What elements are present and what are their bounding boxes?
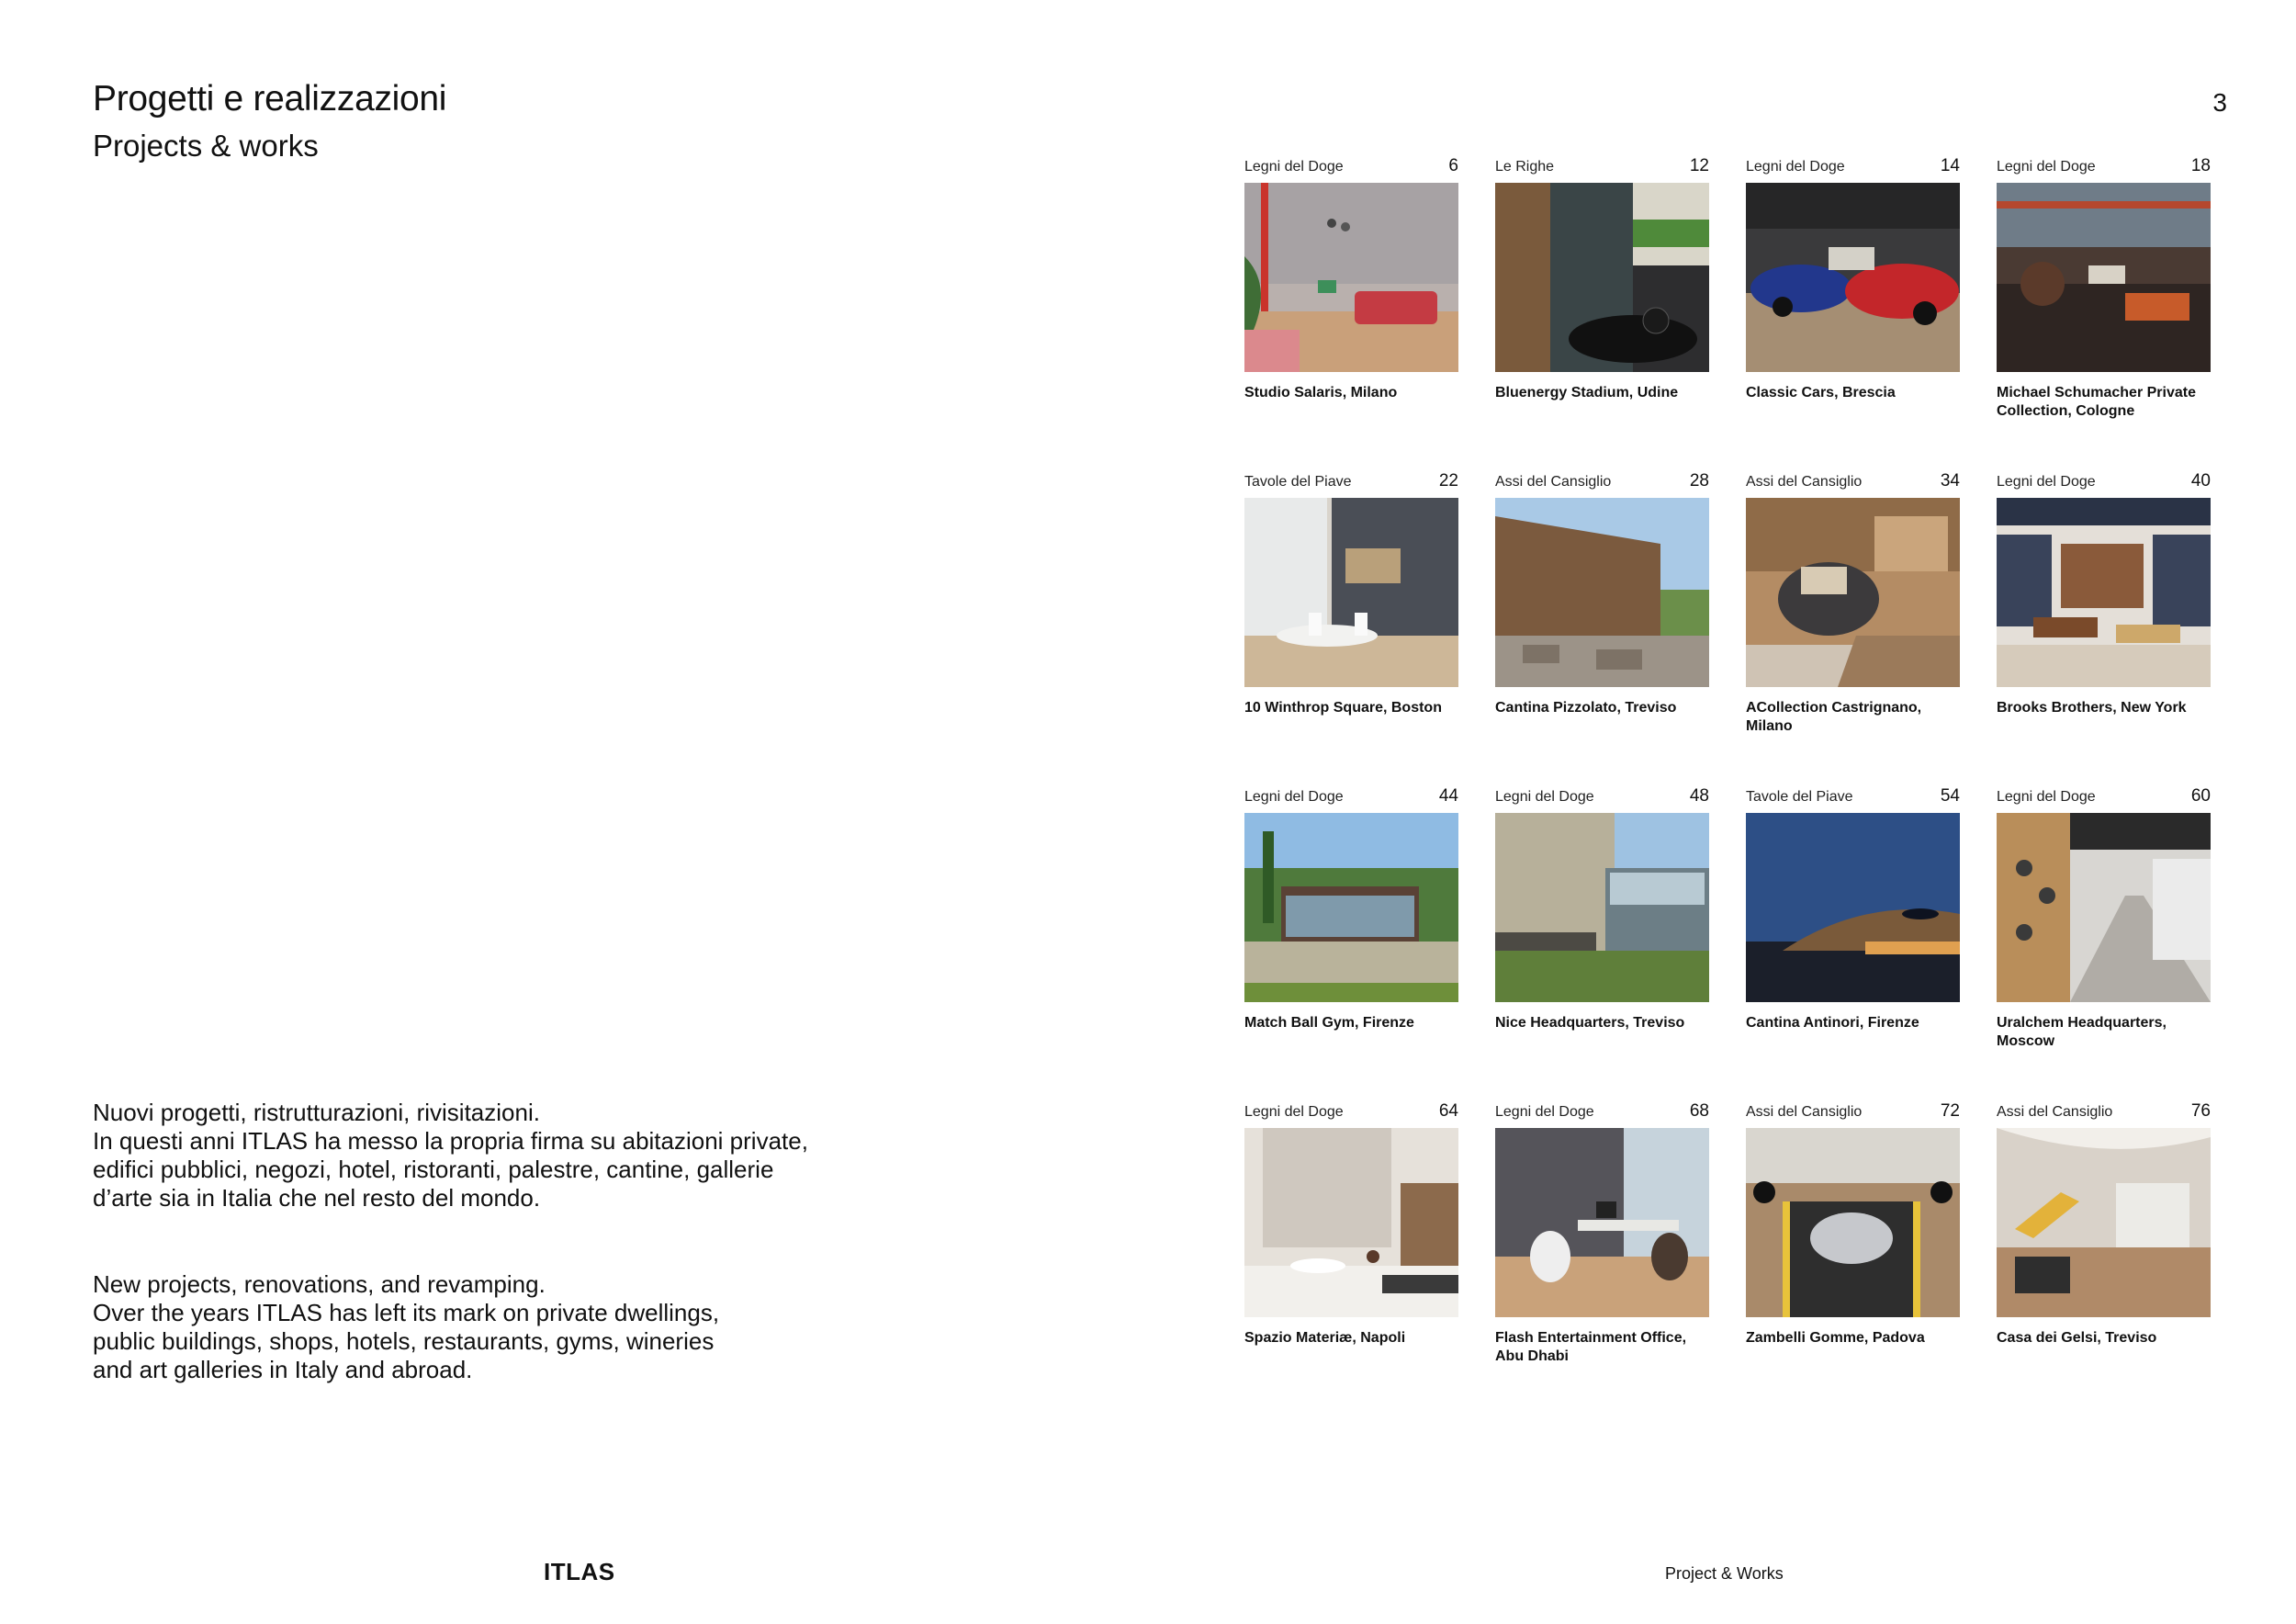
retail-store-photo[interactable] (1997, 498, 2211, 687)
project-page-number: 64 (1438, 1101, 1458, 1121)
intro-italian: Nuovi progetti, ristrutturazioni, rivisitazioni. In questi anni ITLAS ha messo la propria firma su abitazioni private, edifici pubblici, negozi, hotel, ristoranti, palestre, cantine, gallerie d’arte sia in Italia che nel resto del mondo. (93, 1099, 808, 1212)
intro-text (93, 1099, 901, 1442)
project-page-number: 6 (1448, 156, 1458, 175)
project-brand: Assi del Cansiglio (1746, 1104, 1863, 1120)
project-card[interactable] (1244, 156, 1458, 402)
project-brand: Legni del Doge (1495, 789, 1594, 805)
project-brand: Legni del Doge (1495, 1104, 1594, 1120)
page-subtitle: Projects & works (93, 129, 319, 163)
project-card[interactable] (1244, 471, 1458, 717)
kitchen-showroom-photo[interactable] (1244, 1128, 1458, 1317)
project-page-number: 22 (1438, 471, 1458, 491)
footer-section-label: Project & Works (1665, 1564, 1784, 1583)
project-caption: Michael Schumacher Private Collection, Cologne (1997, 385, 2196, 419)
project-card[interactable] (1997, 1101, 2211, 1348)
project-caption: Match Ball Gym, Firenze (1244, 1015, 1414, 1031)
project-card[interactable] (1997, 786, 2211, 1051)
modern-interior-photo[interactable] (1997, 1128, 2211, 1317)
project-caption: Bluenergy Stadium, Udine (1495, 385, 1679, 400)
armchair-showroom-photo[interactable] (1746, 498, 1960, 687)
project-caption: Casa dei Gelsi, Treviso (1997, 1330, 2157, 1346)
project-page-number: 68 (1689, 1101, 1709, 1121)
project-card[interactable] (1997, 471, 2211, 717)
project-brand: Legni del Doge (1244, 789, 1344, 805)
project-brand: Legni del Doge (1997, 159, 2096, 175)
project-card[interactable] (1244, 786, 1458, 1032)
itlas-logo: ITLAS (544, 1558, 615, 1585)
classic-cars-showroom-photo[interactable] (1746, 183, 1960, 372)
project-brand: Legni del Doge (1997, 474, 2096, 490)
project-caption: Brooks Brothers, New York (1997, 700, 2187, 716)
project-page-number: 60 (2190, 786, 2211, 806)
project-caption: ACollection Castrignano, Milano (1746, 700, 1922, 734)
project-card[interactable] (1997, 156, 2211, 421)
project-page-number: 48 (1689, 786, 1709, 806)
project-caption: Classic Cars, Brescia (1746, 385, 1896, 400)
office-building-photo[interactable] (1495, 813, 1709, 1002)
project-brand: Legni del Doge (1244, 1104, 1344, 1120)
office-corridor-photo[interactable] (1997, 813, 2211, 1002)
project-caption: Uralchem Headquarters, Moscow (1997, 1015, 2167, 1049)
project-card[interactable] (1495, 786, 1709, 1032)
project-caption: Flash Entertainment Office, Abu Dhabi (1495, 1330, 1687, 1364)
apartment-interior-photo[interactable] (1244, 498, 1458, 687)
project-card[interactable] (1495, 471, 1709, 717)
project-page-number: 44 (1438, 786, 1458, 806)
winery-exterior-photo[interactable] (1495, 498, 1709, 687)
project-caption: Cantina Antinori, Firenze (1746, 1015, 1919, 1031)
project-brand: Assi del Cansiglio (1997, 1104, 2113, 1120)
office-desk-photo[interactable] (1495, 1128, 1709, 1317)
project-page-number: 72 (1940, 1101, 1960, 1121)
project-page-number: 40 (2190, 471, 2211, 491)
project-card[interactable] (1746, 156, 1960, 402)
project-card[interactable] (1495, 156, 1709, 402)
intro-english: New projects, renovations, and revamping. Over the years ITLAS has left its mark on private dwellings, public buildings, shops, hotels, restaurants, gyms, wineries and art galleries in Italy and abroad. (93, 1270, 720, 1383)
project-brand: Legni del Doge (1997, 789, 2096, 805)
winery-night-photo[interactable] (1746, 813, 1960, 1002)
project-caption: Nice Headquarters, Treviso (1495, 1015, 1685, 1031)
project-page-number: 18 (2190, 156, 2211, 175)
project-page-number: 12 (1689, 156, 1709, 175)
project-caption: Cantina Pizzolato, Treviso (1495, 700, 1677, 716)
page-number: 3 (2212, 88, 2227, 117)
interior-living-room-photo[interactable] (1244, 183, 1458, 372)
project-card[interactable] (1244, 1101, 1458, 1348)
project-brand: Tavole del Piave (1746, 789, 1853, 805)
project-page-number: 54 (1940, 786, 1960, 806)
project-card[interactable] (1746, 786, 1960, 1032)
project-card[interactable] (1746, 1101, 1960, 1348)
project-page-number: 28 (1689, 471, 1709, 491)
project-brand: Assi del Cansiglio (1746, 474, 1863, 490)
tyre-workshop-photo[interactable] (1746, 1128, 1960, 1317)
project-caption: Zambelli Gomme, Padova (1746, 1330, 1925, 1346)
project-brand: Tavole del Piave (1244, 474, 1352, 490)
project-page-number: 76 (2190, 1101, 2211, 1121)
page-title: Progetti e realizzazioni (93, 79, 447, 118)
project-card[interactable] (1495, 1101, 1709, 1366)
project-card[interactable] (1746, 471, 1960, 736)
project-page-number: 34 (1940, 471, 1960, 491)
gym-pavilion-photo[interactable] (1244, 813, 1458, 1002)
project-brand: Le Righe (1495, 159, 1555, 175)
project-caption: Spazio Materiæ, Napoli (1244, 1330, 1406, 1346)
car-museum-hall-photo[interactable] (1997, 183, 2211, 372)
project-caption: Studio Salaris, Milano (1244, 385, 1398, 400)
project-brand: Legni del Doge (1746, 159, 1845, 175)
stadium-lounge-photo[interactable] (1495, 183, 1709, 372)
project-caption: 10 Winthrop Square, Boston (1244, 700, 1442, 716)
project-page-number: 14 (1940, 156, 1960, 175)
project-brand: Legni del Doge (1244, 159, 1344, 175)
project-brand: Assi del Cansiglio (1495, 474, 1612, 490)
